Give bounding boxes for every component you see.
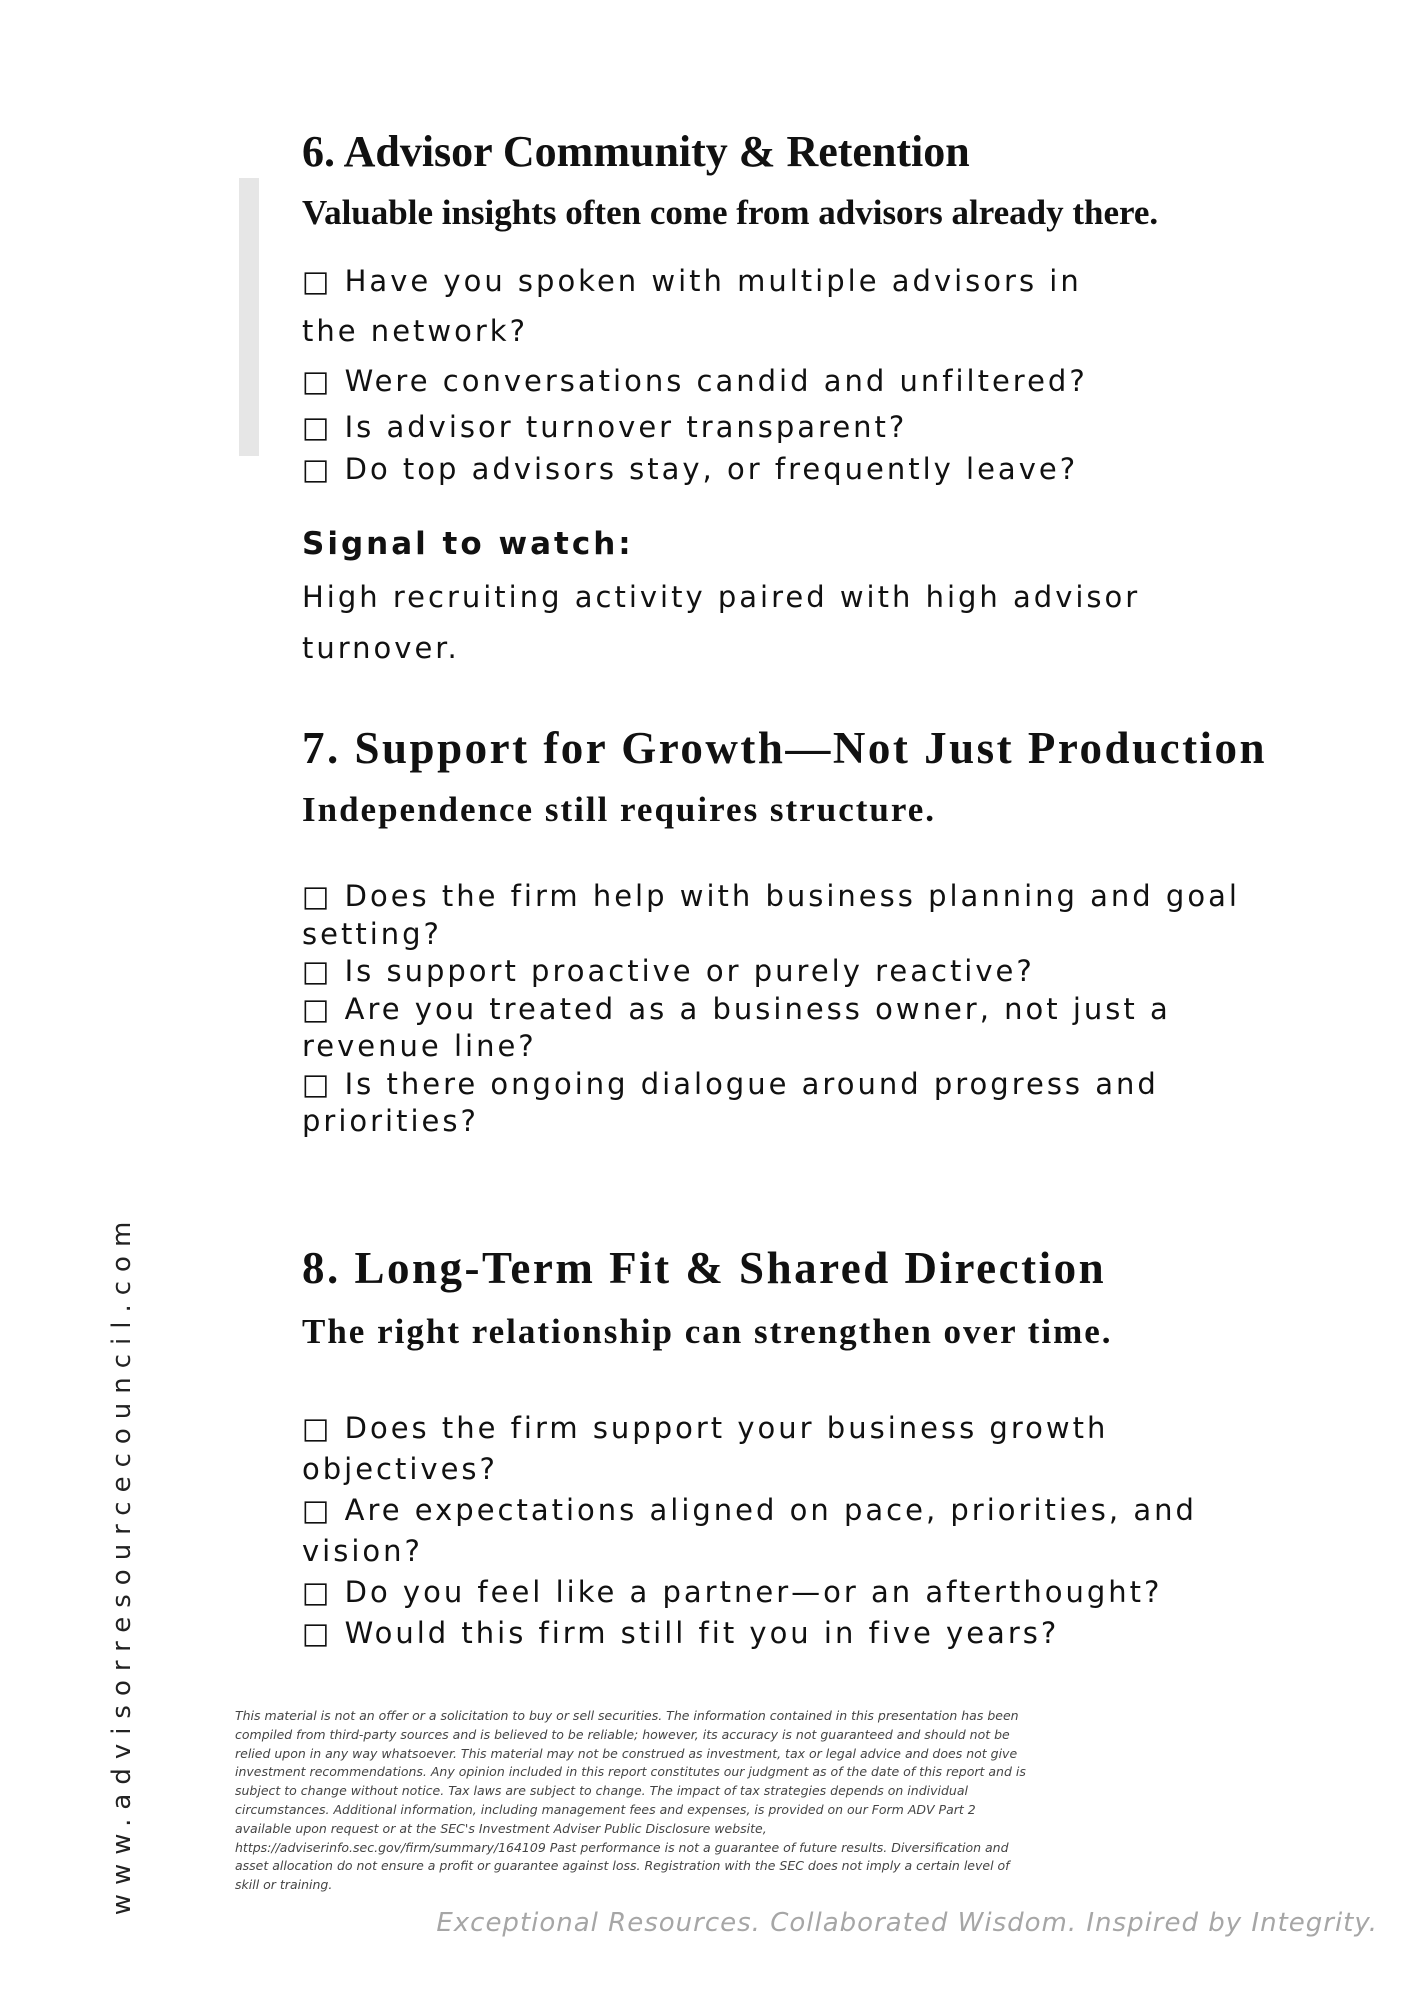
section-8-title: 8. Long-Term Fit & Shared Direction [302,1243,1107,1293]
checklist-item-text: □ Do you feel like a partner—or an afterthought? [302,1575,1163,1609]
disclaimer-line: skill or training. [235,1877,333,1893]
checklist-item [302,953,1342,991]
checklist-item [302,1572,1342,1613]
checklist-item [302,356,1342,406]
checklist-item-text: □ Would this firm still fit you in five years? [302,1616,1060,1650]
checklist-item-text: □ Is there ongoing dialogue around progress and priorities? [302,1066,1159,1138]
checklist-item [302,1066,1342,1141]
checklist-item-text: □ Is support proactive or purely reactive? [302,954,1035,988]
checklist-item-text: □ Are you treated as a business owner, not just a revenue line? [302,991,1171,1063]
disclaimer-line: This material is not an offer or a solicitation to buy or sell securities. The information contained in this presentation has been [235,1708,1019,1723]
checklist-item [302,406,1342,448]
disclaimer-line: investment recommendations. Any opinion included in this report constitutes our judgment as of the date of this report and is [235,1764,1026,1780]
checklist-item-text: □ Does the firm support your business growth objectives? [302,1411,1109,1486]
section-7-subtitle: Independence still requires structure. [302,790,937,829]
checklist-item-text: □ Is advisor turnover transparent? [302,410,908,444]
checklist-item [302,256,1342,356]
disclaimer-line: asset allocation do not ensure a profit or guarantee against loss. Registration with the SEC does not imply a certain level of [235,1858,1010,1874]
disclaimer-line: relied upon in any way whatsoever. This material may not be construed as investment, tax or legal advice and does not give [235,1745,1018,1761]
checklist-item [302,991,1342,1066]
disclaimer-line: compiled from third-party sources and is believed to be reliable; however, its accuracy is not guaranteed and should not be [235,1726,1010,1742]
checklist-item-text: □ Do top advisors stay, or frequently leave? [302,452,1079,486]
section-8-subtitle: The right relationship can strengthen over time. [302,1312,1113,1351]
tagline: Exceptional Resources. Collaborated Wisdom. Inspired by Integrity. [436,1908,1378,1938]
checklist-item [302,1408,1342,1490]
disclaimer-line: subject to change without notice. Tax laws are subject to change. The impact of tax strategies depends on individual [235,1783,968,1799]
signal-text: High recruiting activity paired with high advisor turnover. [302,580,1141,665]
section-6-checklist [302,256,1342,490]
checklist-item [302,448,1342,490]
section-6-title: 6. Advisor Community & Retention [302,127,970,176]
checklist-item-text: □ Are expectations aligned on pace, priorities, and vision? [302,1493,1197,1568]
disclaimer-line: circumstances. Additional information, including management fees and expenses, is provided on our Form ADV Part 2 [235,1801,976,1817]
section-6-subtitle: Valuable insights often come from advisors already there. [302,193,1159,232]
section-7-checklist [302,878,1342,1141]
signal-label: Signal to watch: [302,526,634,562]
checklist-item [302,1613,1342,1654]
checklist-item [302,878,1342,953]
section-7-title: 7. Support for Growth—Not Just Production [302,723,1268,773]
checklist-item-text: □ Were conversations candid and unfiltered? [302,364,1088,398]
checklist-item-text: □ Have you spoken with multiple advisors in the network? [302,264,1082,348]
disclaimer-line: available upon request or at the SEC's Investment Adviser Public Disclosure website, [235,1820,767,1836]
disclaimer-line: https://adviserinfo.sec.gov/firm/summary/164109 Past performance is not a guarantee of future results. Diversification and [235,1839,1009,1855]
accent-bar [239,178,259,456]
section-8-checklist [302,1408,1342,1654]
checklist-item [302,1490,1342,1572]
disclaimer [235,1707,1215,1895]
website-url[interactable]: www.advisorresourcecouncil.com [107,1212,137,1916]
checklist-item-text: □ Does the firm help with business planning and goal setting? [302,879,1240,951]
